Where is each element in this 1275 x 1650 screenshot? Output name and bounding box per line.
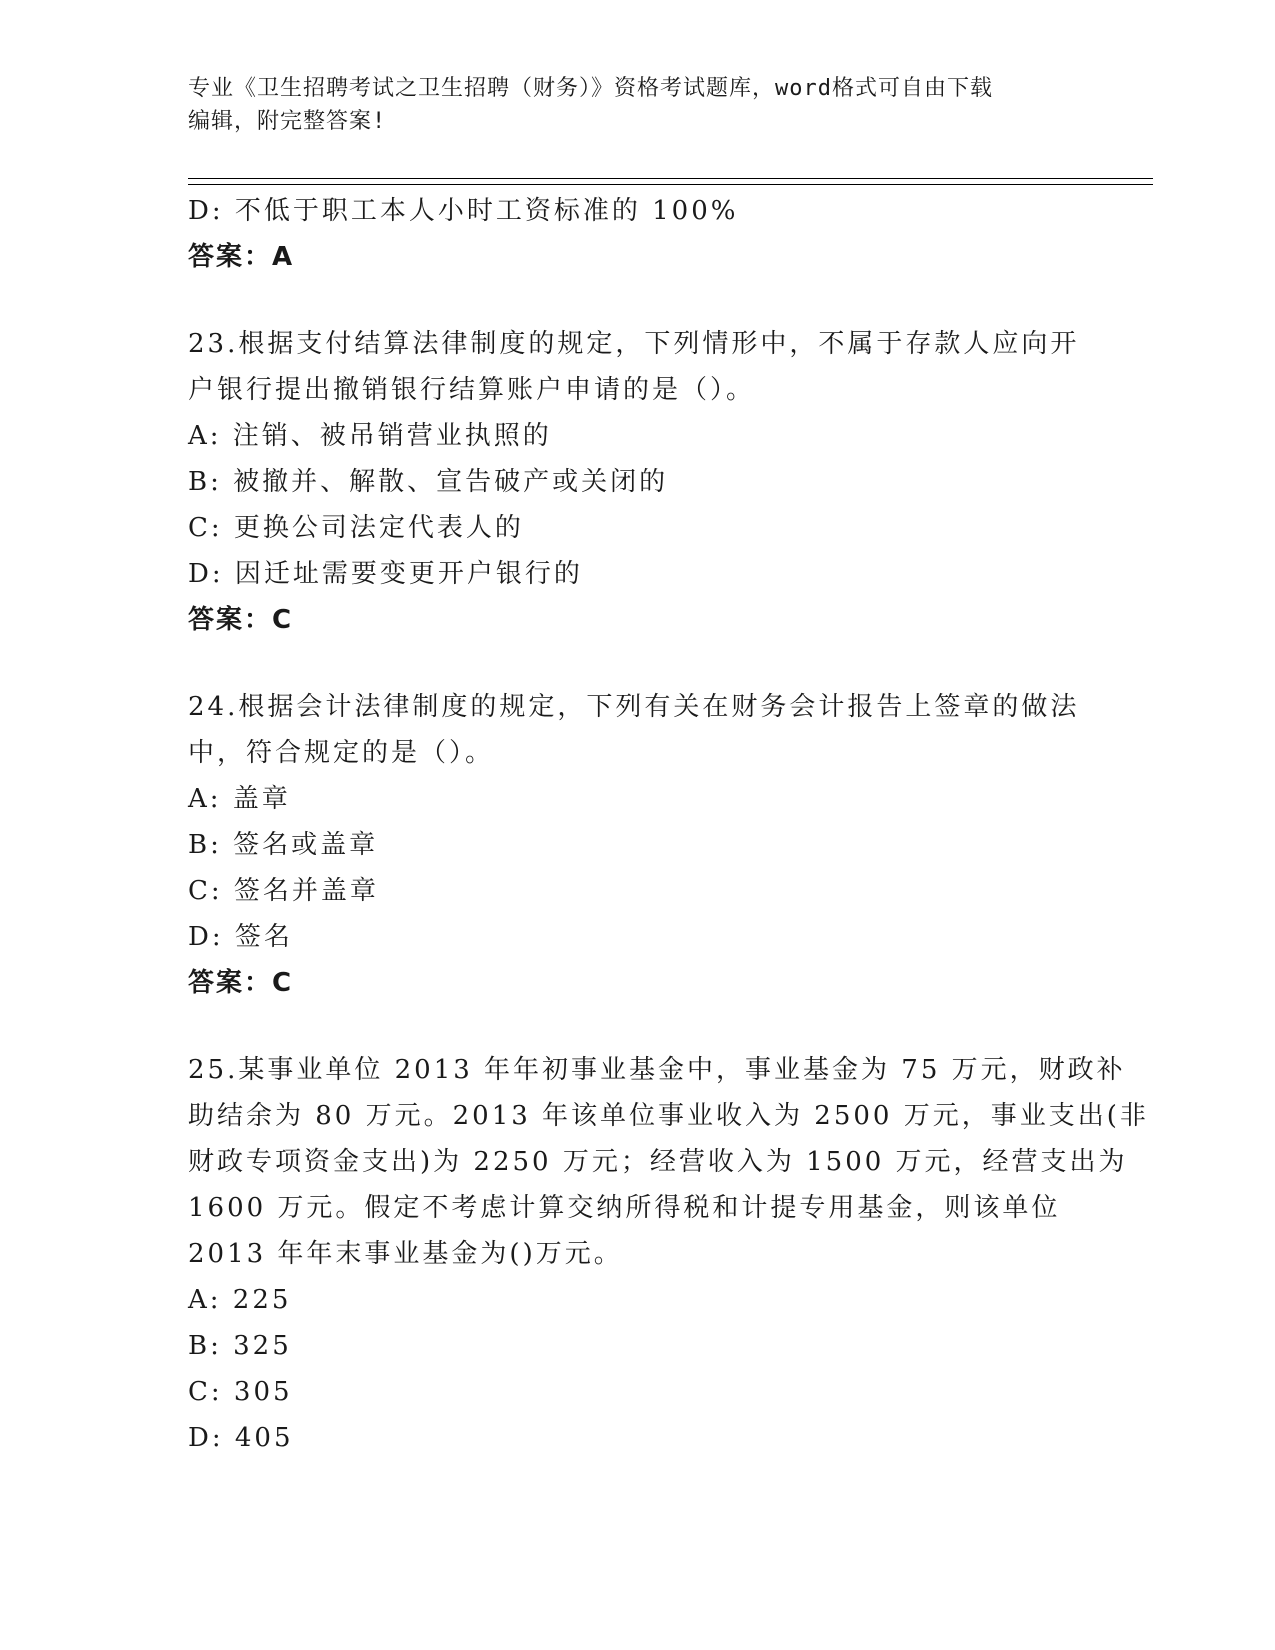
spacer — [188, 643, 1088, 684]
question-text-line: 中，符合规定的是（）。 — [188, 738, 495, 768]
header-divider-top — [188, 178, 1153, 179]
question-24 — [188, 684, 1088, 1006]
header-line-2: 编辑，附完整答案! — [188, 109, 387, 134]
previous-question-tail — [188, 188, 1088, 280]
answer-line: 答案：C — [188, 605, 294, 635]
answer-line: 答案：A — [188, 242, 295, 272]
option-b: B: 被撤并、解散、宣告破产或关闭的 — [188, 467, 669, 497]
option-c: C: 签名并盖章 — [188, 876, 379, 906]
question-text-line: 1600 万元。假定不考虑计算交纳所得税和计提专用基金，则该单位 — [188, 1193, 1061, 1223]
option-d: D: 不低于职工本人小时工资标准的 100% — [188, 196, 739, 226]
question-text-line: 户银行提出撤销银行结算账户申请的是（）。 — [188, 375, 756, 405]
question-content — [188, 188, 1149, 1461]
option-a: A: 盖章 — [188, 784, 291, 814]
option-b: B: 325 — [188, 1331, 292, 1361]
page-header — [188, 72, 1088, 138]
question-text-line: 25.某事业单位 2013 年年初事业基金中，事业基金为 75 万元，财政补 — [188, 1055, 1126, 1085]
option-c: C: 305 — [188, 1377, 293, 1407]
question-text-line: 财政专项资金支出)为 2250 万元；经营收入为 1500 万元，经营支出为 — [188, 1147, 1128, 1177]
answer-line: 答案：C — [188, 968, 294, 998]
question-text-line: 24.根据会计法律制度的规定，下列有关在财务会计报告上签章的做法 — [188, 692, 1080, 722]
question-text-line: 23.根据支付结算法律制度的规定，下列情形中，不属于存款人应向开 — [188, 329, 1080, 359]
spacer — [188, 1006, 1088, 1047]
question-25 — [188, 1047, 1149, 1461]
option-a: A: 225 — [188, 1285, 292, 1315]
option-c: C: 更换公司法定代表人的 — [188, 513, 524, 543]
spacer — [188, 280, 1088, 321]
header-divider-bottom — [188, 184, 1153, 185]
option-b: B: 签名或盖章 — [188, 830, 379, 860]
option-d: D: 因迁址需要变更开户银行的 — [188, 559, 583, 589]
question-text-line: 2013 年年末事业基金为()万元。 — [188, 1239, 623, 1269]
question-text-line: 助结余为 80 万元。2013 年该单位事业收入为 2500 万元，事业支出(非 — [188, 1101, 1149, 1131]
question-23 — [188, 321, 1088, 643]
option-a: A: 注销、被吊销营业执照的 — [188, 421, 552, 451]
header-line-1: 专业《卫生招聘考试之卫生招聘（财务）》资格考试题库，word格式可自由下载 — [188, 76, 993, 101]
option-d: D: 签名 — [188, 922, 293, 952]
option-d: D: 405 — [188, 1423, 294, 1453]
